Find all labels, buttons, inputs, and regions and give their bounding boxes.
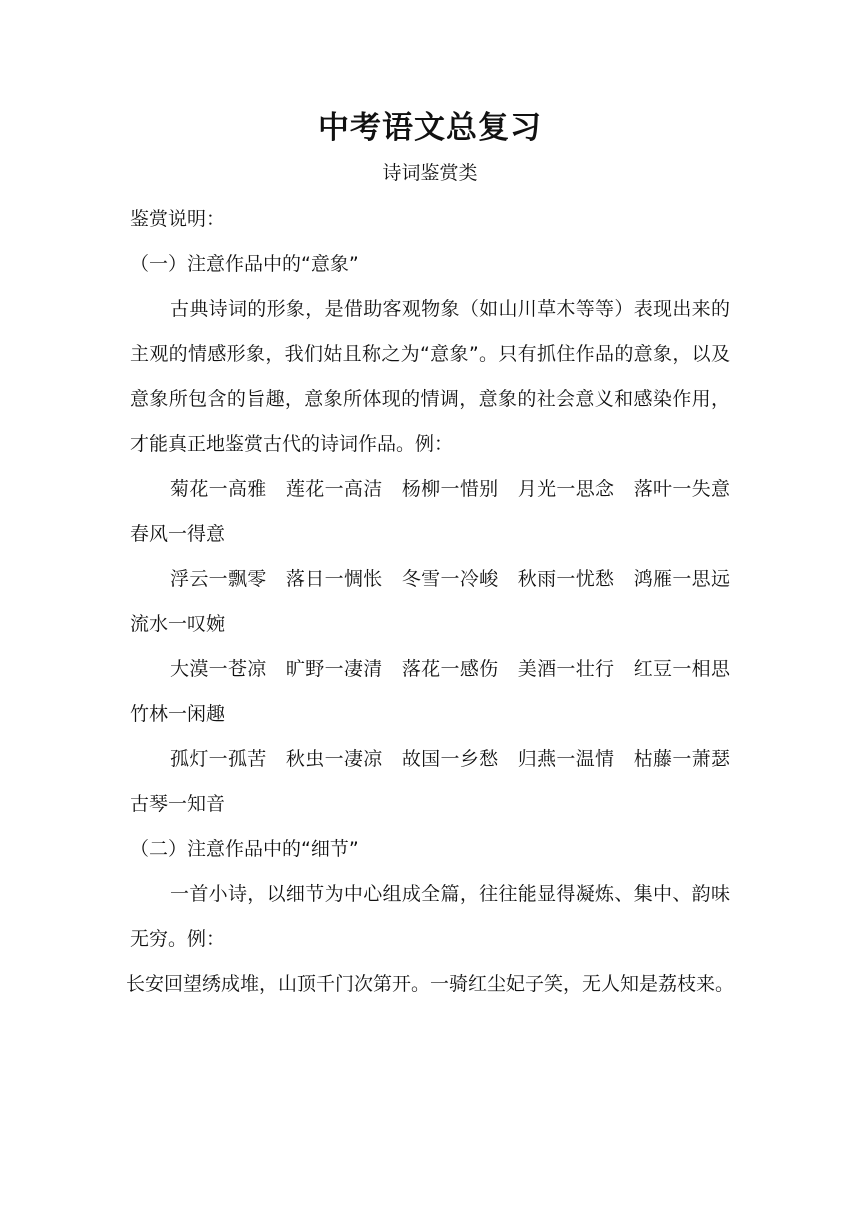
imagery-list-row: 浮云一飘零 落日一惆怅 冬雪一冷峻 秋雨一忧愁 鸿雁一思远 流水一叹婉 — [130, 568, 750, 635]
poem-quote: 长安回望绣成堆，山顶千门次第开。一骑红尘妃子笑，无人知是荔枝来。 — [125, 973, 734, 995]
document-subtitle: 诗词鉴赏类 — [382, 162, 478, 184]
section-heading: （一）注意作品中的“意象” — [130, 253, 359, 275]
body-paragraph: 一首小诗，以细节为中心组成全篇，往往能显得凝炼、集中、韵味无穷。例： — [130, 883, 730, 950]
document-body — [125, 197, 750, 1007]
imagery-list-row: 大漠一苍凉 旷野一凄清 落花一感伤 美酒一壮行 红豆一相思 竹林一闲趣 — [130, 658, 750, 725]
document-title: 中考语文总复习 — [318, 110, 542, 146]
section-label: 鉴赏说明： — [130, 208, 226, 230]
body-paragraph: 古典诗词的形象，是借助客观物象（如山川草木等等）表现出来的主观的情感形象，我们姑且称之为“意象”。只有抓住作品的意象，以及意象所包含的旨趣，意象所体现的情调，意象的社会意义和感染作用，才能真正地鉴赏古代的诗词作品。例： — [130, 298, 730, 455]
imagery-list-row: 孤灯一孤苦 秋虫一凄凉 故国一乡愁 归燕一温情 枯藤一萧瑟 古琴一知音 — [130, 748, 750, 815]
imagery-list-row: 菊花一高雅 莲花一高洁 杨柳一惜别 月光一思念 落叶一失意 春风一得意 — [130, 478, 750, 545]
section-heading: （二）注意作品中的“细节” — [130, 838, 359, 860]
